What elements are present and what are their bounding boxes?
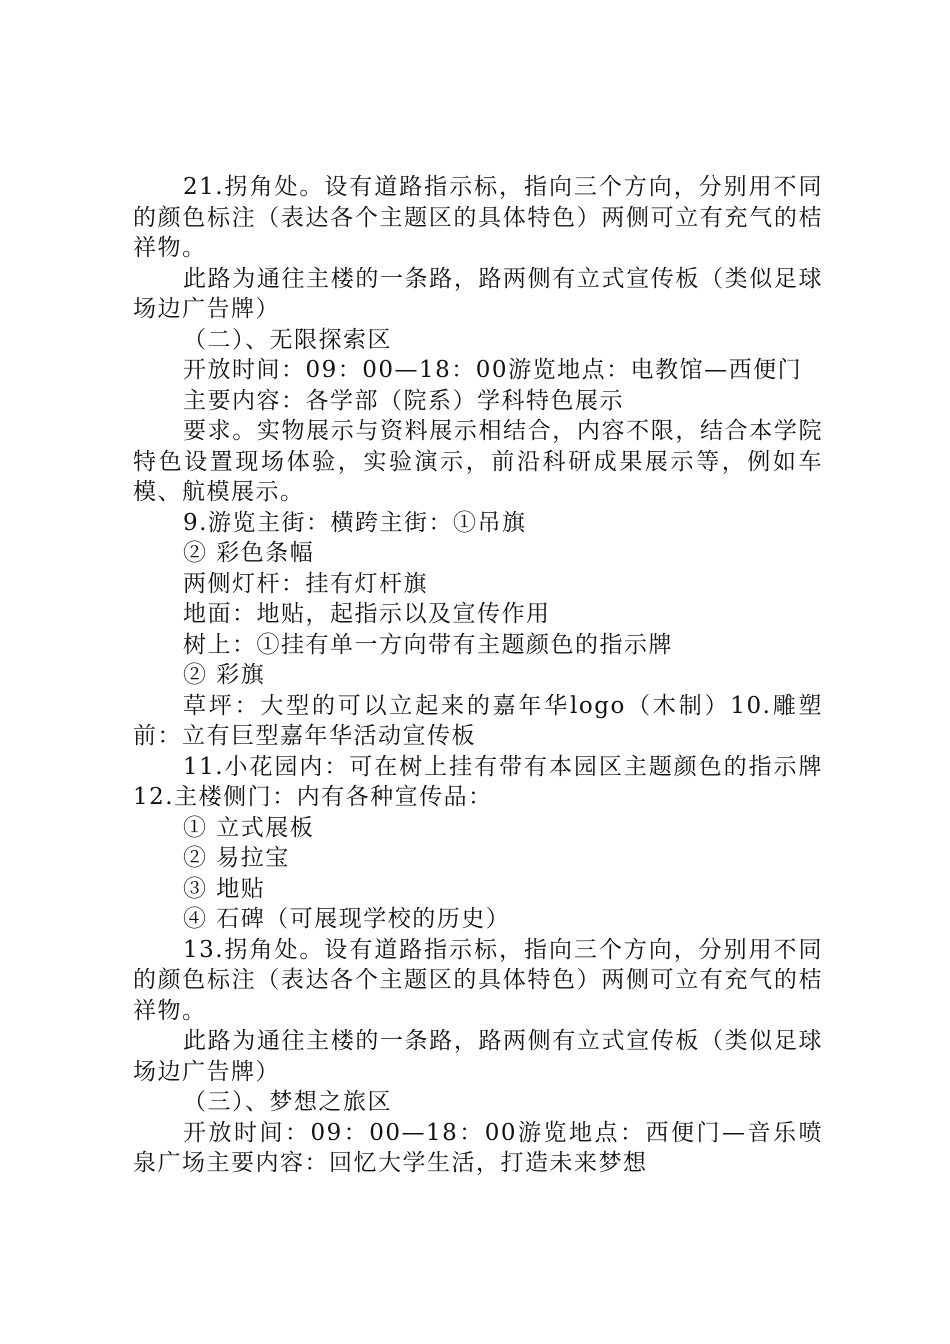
paragraph-open-time: 开放时间：09：00—18：00游览地点：电教馆—西便门 <box>183 357 803 383</box>
document-body <box>133 172 823 1179</box>
paragraph-2: 此路为通往主楼的一条路，路两侧有立式宣传板（类似足球场边广告牌） <box>133 265 823 322</box>
paragraph-main-street: 9.游览主街：横跨主街：①吊旗 <box>183 509 527 536</box>
paragraph-requirements: 要求。实物展示与资料展示相结合，内容不限，结合本学院特色设置现场体验，实验演示，前沿科研成果展示等，例如车模、航模展示。 <box>133 418 823 505</box>
paragraph-open-time-3: 开放时间：09：00—18：00游览地点：西便门—音乐喷泉广场主要内容：回忆大学生活，打造未来梦想 <box>133 1119 823 1176</box>
paragraph-lamp-posts: 两侧灯杆：挂有灯杆旗 <box>183 570 428 597</box>
list-item-floor-sticker: ③ 地贴 <box>183 875 266 902</box>
paragraph-road-2: 此路为通往主楼的一条路，路两侧有立式宣传板（类似足球场边广告牌） <box>133 1028 823 1085</box>
paragraph-ground: 地面：地贴，起指示以及宣传作用 <box>183 601 551 627</box>
paragraph-corner-13: 13.拐角处。设有道路指示标，指向三个方向，分别用不同的颜色标注（表达各个主题区的具体特色）两侧可立有充气的桔祥物。 <box>133 936 823 1024</box>
list-item-standing-board: ① 立式展板 <box>183 814 315 841</box>
paragraph-trees: 树上：①挂有单一方向带有主题颜色的指示牌 <box>183 631 673 658</box>
section-heading-3: （三）、梦想之旅区 <box>183 1089 392 1115</box>
list-item-flags: ② 彩旗 <box>183 662 266 688</box>
paragraph-lawn: 草坪：大型的可以立起来的嘉年华logo（木制）10.雕塑前：立有巨型嘉年华活动宣传板 <box>133 692 823 749</box>
section-heading-2: （二）、无限探索区 <box>183 326 392 353</box>
list-item-banner: ② 彩色条幅 <box>183 540 315 566</box>
paragraph-main-content: 主要内容：各学部（院系）学科特色展示 <box>183 387 624 414</box>
list-item-stone-tablet: ④ 石碑（可展现学校的历史） <box>183 906 511 932</box>
paragraph-garden: 11.小花园内：可在树上挂有带有本园区主题颜色的指示牌12.主楼侧门：内有各种宣传品： <box>133 753 823 810</box>
paragraph-1: 21.拐角处。设有道路指示标，指向三个方向，分别用不同的颜色标注（表达各个主题区的具体特色）两侧可立有充气的桔祥物。 <box>133 174 823 261</box>
list-item-rollup: ② 易拉宝 <box>183 845 290 871</box>
